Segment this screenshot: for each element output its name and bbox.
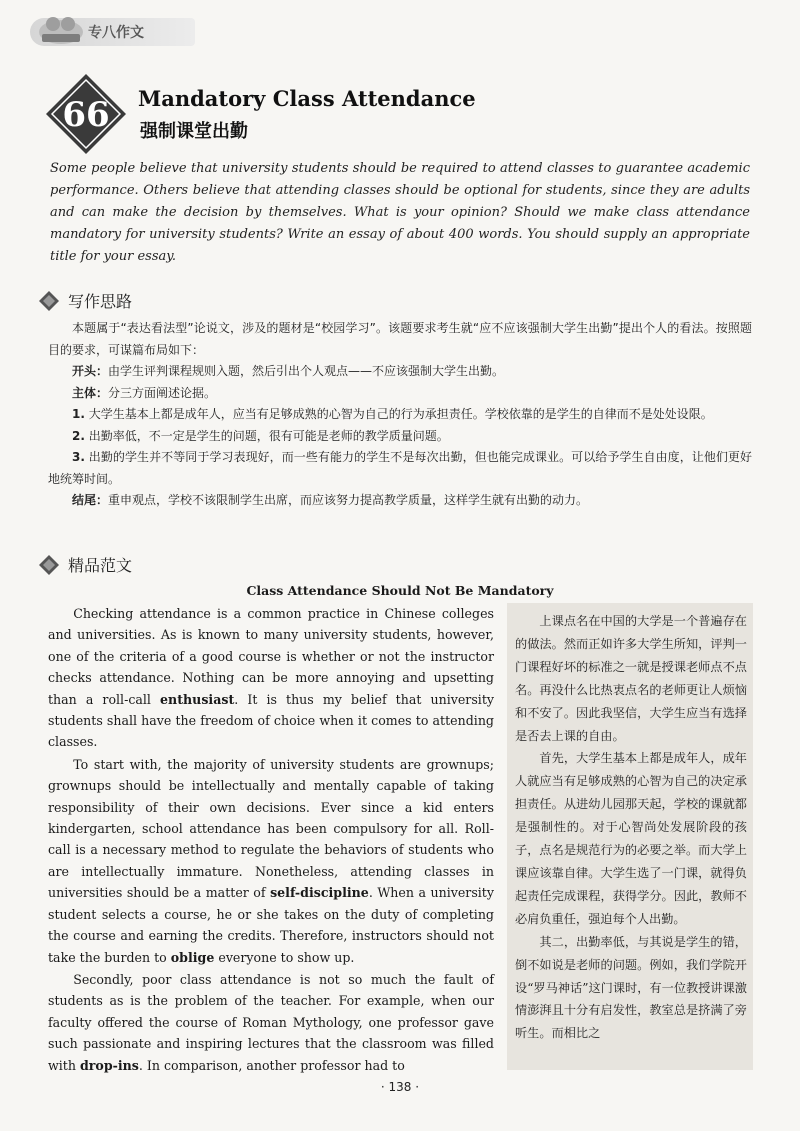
diamond-bullet-icon bbox=[38, 290, 60, 312]
section-heading-writing-ideas bbox=[38, 289, 132, 312]
section-title: 精品范文 bbox=[68, 556, 133, 575]
series-label: 专八作文 bbox=[88, 25, 144, 41]
topic-number: 66 bbox=[62, 95, 110, 135]
topic-title-en: Mandatory Class Attendance bbox=[138, 86, 476, 111]
outline-ending: 结尾：重申观点，学校不该限制学生出席，而应该努力提高教学质量，这样学生就有出勤的动力。 bbox=[72, 493, 589, 507]
outline-opening: 开头：由学生评判课程规则入题，然后引出个人观点——不应该强制大学生出勤。 bbox=[72, 364, 505, 378]
topic-number-badge bbox=[44, 72, 128, 156]
translation-paragraph-2: 首先，大学生基本上都是成年人，成年人就应当有足够成熟的心智为自己的决定承担责任。从进幼儿园那天起，学校的课就都是强制性的。对于心智尚处发展阶段的孩子，点名是规范行为的必要之举。而大学上课应该靠自律。大学生选了一门课，就得负起责任完成课程，获得学分。因此，教师不必肩负重任，强迫每个人出勤。 bbox=[515, 751, 747, 926]
essay-paragraph-2: To start with, the majority of university students are grownups; grownups should be intellectually and mentally capable of taking responsibility of their own decisions. Ever since a kid enters kindergarten, school attendance has been compulsory for all. Roll-call is a necessary method to regulate the behaviors of students who are intellectually immature. Nonetheless, attending classes in universities should be a matter of self-discipline. When a university student selects a course, he or she takes on the duty of completing the course and earning the credits. Therefore, instructors should not take the burden to oblige everyone to show up. bbox=[48, 756, 494, 965]
topic-title-zh: 强制课堂出勤 bbox=[140, 121, 248, 142]
outline-body: 主体：分三方面阐述论据。 bbox=[72, 385, 217, 400]
translation-paragraph-1: 上课点名在中国的大学是一个普遍存在的做法。然而正如许多大学生所知，评判一门课程好坏的标准之一就是授课老师点不点名。再没什么比热衷点名的老师更让人烦恼和不安了。因此我坚信，大学生应当有选择是否去上课的自由。 bbox=[515, 614, 747, 743]
outline-point-3: 3. 出勤的学生并不等同于学习表现好，而一些有能力的学生不是每次出勤，但也能完成课业。可以给予学生自由度，让他们更好地统筹时间。 bbox=[48, 450, 752, 486]
section-title: 写作思路 bbox=[68, 292, 133, 311]
publisher-logo-icon bbox=[36, 12, 86, 46]
essay-paragraph-3: Secondly, poor class attendance is not so much the fault of students as is the problem of the teacher. For example, when our faculty offered the course of Roman Mythology, one professor gave such passionate and inspiring lectures that the classroom was filled with drop-ins. In comparison, another professor had to bbox=[48, 971, 494, 1073]
essay-body bbox=[48, 603, 494, 1077]
translation-paragraph-3: 其二，出勤率低，与其说是学生的错，倒不如说是老师的问题。例如，我们学院开设“罗马神话”这门课时，有一位教授讲课激情澎湃且十分有启发性，教室总是挤满了旁听生。而相比之 bbox=[515, 934, 747, 1041]
section-heading-sample-essay bbox=[38, 553, 132, 576]
outline-point-2: 2. 出勤率低，不一定是学生的问题，很有可能是老师的教学质量问题。 bbox=[72, 428, 449, 443]
writing-outline bbox=[48, 318, 752, 512]
page-number: · 138 · bbox=[380, 1080, 420, 1094]
outline-intro: 本题属于“表达看法型”论说文，涉及的题材是“校园学习”。该题要求考生就“应不应该强制大学生出勤”提出个人的看法。按照题目的要求，可谋篇布局如下： bbox=[48, 321, 752, 357]
essay-prompt: Some people believe that university students should be required to attend classes to guarantee academic performance. Others believe that attending classes should be optional for students, since they are adults and can make the decision by themselves. What is your opinion? Should we make class attendance mandatory for university students? Write an essay of about 400 words. You should supply an appropriate title for your essay. bbox=[50, 161, 750, 264]
essay-title: Class Attendance Should Not Be Mandatory bbox=[246, 583, 554, 598]
diamond-bullet-icon bbox=[38, 554, 60, 576]
essay-paragraph-1: Checking attendance is a common practice in Chinese colleges and universities. As is known to many university students, however, one of the criteria of a good course is whether or not the instructor checks attendance. Nothing can be more annoying and upsetting than a roll-call enthusiast. It is thus my belief that university students shall have the freedom of choice when it comes to attending classes. bbox=[48, 606, 494, 750]
translation-text bbox=[515, 610, 747, 1045]
outline-point-1: 1. 大学生基本上都是成年人，应当有足够成熟的心智为自己的行为承担责任。学校依靠的是学生的自律而不是处处设限。 bbox=[72, 407, 713, 421]
